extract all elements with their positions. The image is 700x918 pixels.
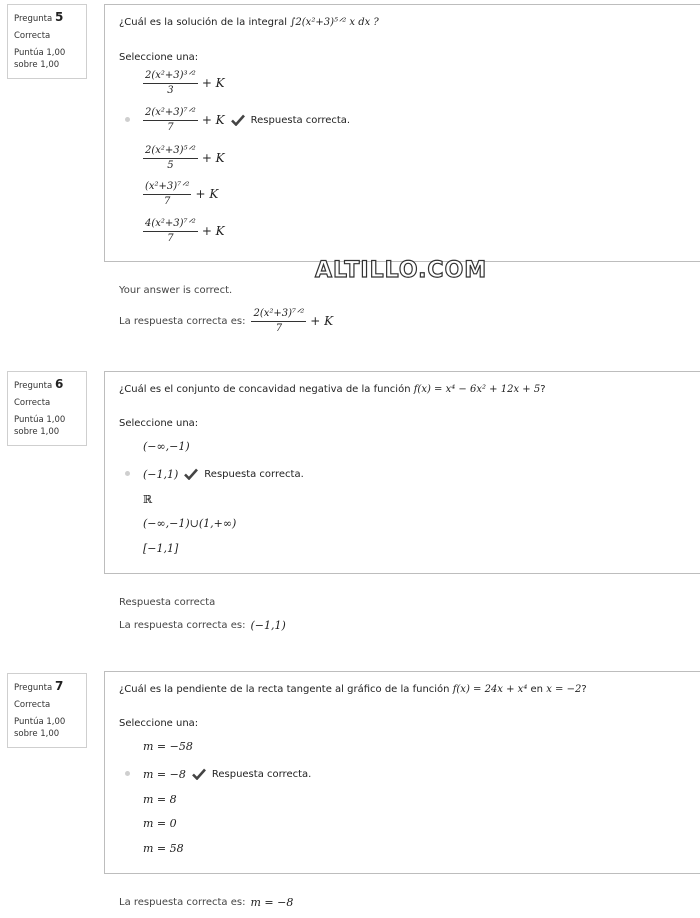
- answer-option[interactable]: [129, 182, 218, 206]
- option-tail: + K: [201, 113, 225, 127]
- question-score-of: sobre 1,00: [14, 729, 60, 739]
- question-info-7: [7, 673, 87, 748]
- right-answer-math: [251, 307, 333, 335]
- question-label: Pregunta: [14, 381, 53, 391]
- question-number: 5: [54, 10, 64, 24]
- check-icon: [231, 114, 245, 126]
- select-prompt: Seleccione una:: [119, 52, 199, 63]
- radio-button[interactable]: [125, 117, 130, 122]
- answer-option[interactable]: [129, 71, 225, 95]
- question-number: 6: [54, 377, 64, 391]
- question-label: Pregunta: [14, 683, 53, 693]
- question-math: f(x) = 24x + x⁴: [452, 684, 528, 695]
- right-answer-denominator: 7: [275, 323, 283, 334]
- question-status: Correcta: [14, 700, 51, 710]
- answer-option[interactable]: [129, 836, 184, 860]
- feedback-general: Your answer is correct.: [119, 285, 233, 296]
- option-text: (−∞,−1): [143, 439, 190, 453]
- option-text: ℝ: [143, 492, 153, 506]
- question-end: ?: [540, 384, 546, 395]
- option-numerator: (x²+3)⁷ᐟ²: [143, 180, 191, 195]
- question-box-6: [104, 371, 700, 574]
- correct-label: Respuesta correcta.: [204, 468, 304, 480]
- answer-option[interactable]: [129, 511, 236, 535]
- option-tail: + K: [195, 187, 219, 201]
- question-text-label: ¿Cuál es el conjunto de concavidad negativa de la función: [119, 384, 411, 395]
- option-denominator: 5: [167, 160, 174, 171]
- option-text: m = 0: [143, 816, 177, 830]
- correct-label: Respuesta correcta.: [211, 768, 312, 780]
- answer-option[interactable]: [129, 146, 225, 170]
- feedback-general: Respuesta correcta: [119, 597, 216, 608]
- answer-option[interactable]: [129, 811, 177, 835]
- option-text: m = −58: [143, 739, 193, 753]
- answer-option[interactable]: [129, 219, 225, 243]
- check-icon: [192, 768, 206, 780]
- question-text: [119, 684, 587, 695]
- question-math-2: x = −2: [546, 684, 582, 695]
- right-answer-label: La respuesta correcta es:: [119, 315, 246, 327]
- question-text: [119, 17, 379, 28]
- question-math: ∫2(x²+3)⁵ᐟ² x dx ?: [290, 17, 379, 28]
- right-answer-label: La respuesta correcta es:: [119, 620, 246, 631]
- correct-label: Respuesta correcta.: [250, 114, 351, 126]
- option-denominator: 7: [167, 233, 174, 244]
- option-denominator: 7: [164, 196, 171, 207]
- option-text: m = 8: [143, 792, 177, 806]
- right-answer-math: (−1,1): [250, 619, 286, 632]
- option-numerator: 2(x²+3)⁵ᐟ²: [143, 144, 198, 159]
- option-denominator: 7: [167, 122, 174, 133]
- question-status: Correcta: [14, 398, 51, 408]
- option-numerator: 2(x²+3)³ᐟ²: [143, 69, 198, 84]
- question-score: Puntúa 1,00: [14, 717, 66, 727]
- question-number: 7: [54, 679, 64, 693]
- feedback-right-answer: [119, 307, 333, 335]
- right-answer-label: La respuesta correcta es:: [119, 897, 246, 908]
- question-score-of: sobre 1,00: [14, 60, 60, 70]
- question-label: Pregunta: [14, 14, 53, 24]
- feedback-right-answer: [119, 896, 293, 909]
- option-text: (−∞,−1)∪(1,+∞): [143, 516, 237, 530]
- answer-option[interactable]: [129, 787, 177, 811]
- right-answer-numerator: 2(x²+3)⁷ᐟ²: [251, 307, 306, 322]
- question-info-6: [7, 371, 87, 446]
- option-tail: + K: [201, 151, 225, 165]
- question-math: f(x) = x⁴ − 6x² + 12x + 5: [413, 384, 541, 395]
- answer-option[interactable]: [129, 487, 152, 511]
- question-box-5: [104, 4, 700, 262]
- question-score-of: sobre 1,00: [14, 427, 60, 437]
- check-icon: [184, 468, 198, 480]
- question-mid: en: [530, 684, 544, 695]
- select-prompt: Seleccione una:: [119, 718, 199, 729]
- option-tail: + K: [201, 224, 225, 238]
- question-score: Puntúa 1,00: [14, 415, 66, 425]
- right-answer-tail: + K: [310, 314, 334, 328]
- select-prompt: Seleccione una:: [119, 418, 199, 429]
- question-text-label: ¿Cuál es la pendiente de la recta tangente al gráfico de la función: [119, 684, 450, 695]
- answer-option[interactable]: [129, 734, 193, 758]
- answer-option[interactable]: [129, 434, 190, 458]
- option-tail: + K: [201, 76, 225, 90]
- question-info-5: [7, 4, 87, 79]
- option-numerator: 4(x²+3)⁷ᐟ²: [143, 217, 198, 232]
- feedback-right-answer: [119, 619, 286, 632]
- answer-option-selected[interactable]: [129, 762, 311, 786]
- option-text: (−1,1): [143, 467, 179, 481]
- answer-option-selected[interactable]: [129, 108, 350, 132]
- radio-button[interactable]: [125, 471, 130, 476]
- option-text: m = −8: [143, 767, 186, 781]
- answer-option-selected[interactable]: [129, 462, 304, 486]
- question-text-label: ¿Cuál es la solución de la integral: [119, 17, 288, 28]
- question-score: Puntúa 1,00: [14, 48, 66, 58]
- option-text: m = 58: [143, 841, 184, 855]
- option-numerator: 2(x²+3)⁷ᐟ²: [143, 106, 198, 121]
- question-box-7: [104, 671, 700, 874]
- watermark: ALTILLO.COM: [315, 258, 488, 283]
- answer-option[interactable]: [129, 536, 178, 560]
- question-status: Correcta: [14, 31, 51, 41]
- option-denominator: 3: [167, 85, 174, 96]
- question-end: ?: [581, 684, 587, 695]
- question-text: [119, 384, 546, 395]
- radio-button[interactable]: [125, 771, 130, 776]
- right-answer-math: m = −8: [250, 896, 294, 909]
- option-text: [−1,1]: [143, 541, 179, 555]
